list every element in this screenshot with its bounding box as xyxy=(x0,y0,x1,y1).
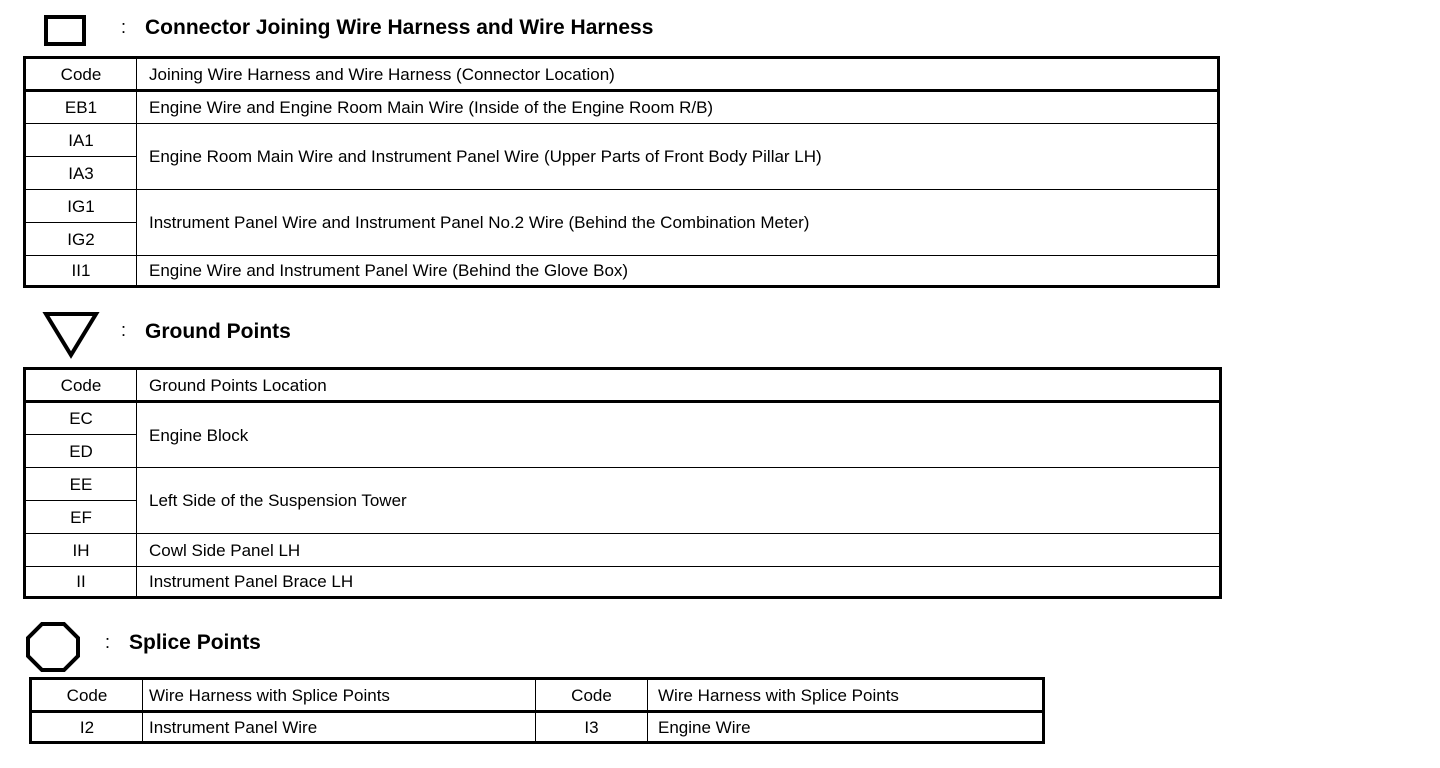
table-row xyxy=(25,567,1221,598)
header-desc: Wire Harness with Splice Points xyxy=(143,679,536,712)
header-code: Code xyxy=(25,369,137,402)
table-row xyxy=(25,534,1221,567)
code-cell: ED xyxy=(25,435,137,468)
code-cell: EC xyxy=(25,402,137,435)
table-row xyxy=(25,190,1219,223)
table-row xyxy=(25,402,1221,435)
header-code: Code xyxy=(31,679,143,712)
code-cell: EF xyxy=(25,501,137,534)
code-cell: I2 xyxy=(31,712,143,743)
octagon-splice-icon xyxy=(25,621,81,673)
section-heading-ground: Ground Points xyxy=(145,320,291,343)
header-code: Code xyxy=(536,679,648,712)
desc-cell: Instrument Panel Brace LH xyxy=(137,567,1221,598)
desc-cell: Engine Wire xyxy=(648,712,1044,743)
triangle-ground-icon xyxy=(42,310,100,360)
square-connector-icon xyxy=(44,14,88,48)
splice-points-table xyxy=(29,677,1045,744)
code-cell: IA3 xyxy=(25,157,137,190)
heading-colon: : xyxy=(105,632,111,652)
desc-cell: Instrument Panel Wire xyxy=(143,712,536,743)
ground-points-table xyxy=(23,367,1222,599)
code-cell: IH xyxy=(25,534,137,567)
heading-colon: : xyxy=(121,17,127,37)
header-desc: Ground Points Location xyxy=(137,369,1221,402)
desc-cell: Instrument Panel Wire and Instrument Panel No.2 Wire (Behind the Combination Meter) xyxy=(137,190,1219,256)
heading-colon: : xyxy=(121,320,127,340)
section-heading-splice: Splice Points xyxy=(129,631,261,654)
desc-cell: Engine Room Main Wire and Instrument Panel Wire (Upper Parts of Front Body Pillar LH) xyxy=(137,124,1219,190)
code-cell: EB1 xyxy=(25,91,137,124)
table-row xyxy=(25,468,1221,501)
table-row xyxy=(25,91,1219,124)
table-row xyxy=(31,712,1044,743)
code-cell: IA1 xyxy=(25,124,137,157)
desc-cell: Left Side of the Suspension Tower xyxy=(137,468,1221,534)
code-cell: IG1 xyxy=(25,190,137,223)
desc-cell: Engine Wire and Instrument Panel Wire (Behind the Glove Box) xyxy=(137,256,1219,287)
desc-cell: Engine Wire and Engine Room Main Wire (Inside of the Engine Room R/B) xyxy=(137,91,1219,124)
code-cell: II xyxy=(25,567,137,598)
table-row xyxy=(25,256,1219,287)
header-desc: Joining Wire Harness and Wire Harness (Connector Location) xyxy=(137,58,1219,91)
code-cell: II1 xyxy=(25,256,137,287)
code-cell: I3 xyxy=(536,712,648,743)
desc-cell: Cowl Side Panel LH xyxy=(137,534,1221,567)
code-cell: EE xyxy=(25,468,137,501)
table-row xyxy=(25,124,1219,157)
header-desc: Wire Harness with Splice Points xyxy=(648,679,1044,712)
code-cell: IG2 xyxy=(25,223,137,256)
section-heading-connector: Connector Joining Wire Harness and Wire Harness xyxy=(145,16,654,39)
desc-cell: Engine Block xyxy=(137,402,1221,468)
connector-table xyxy=(23,56,1220,288)
header-code: Code xyxy=(25,58,137,91)
